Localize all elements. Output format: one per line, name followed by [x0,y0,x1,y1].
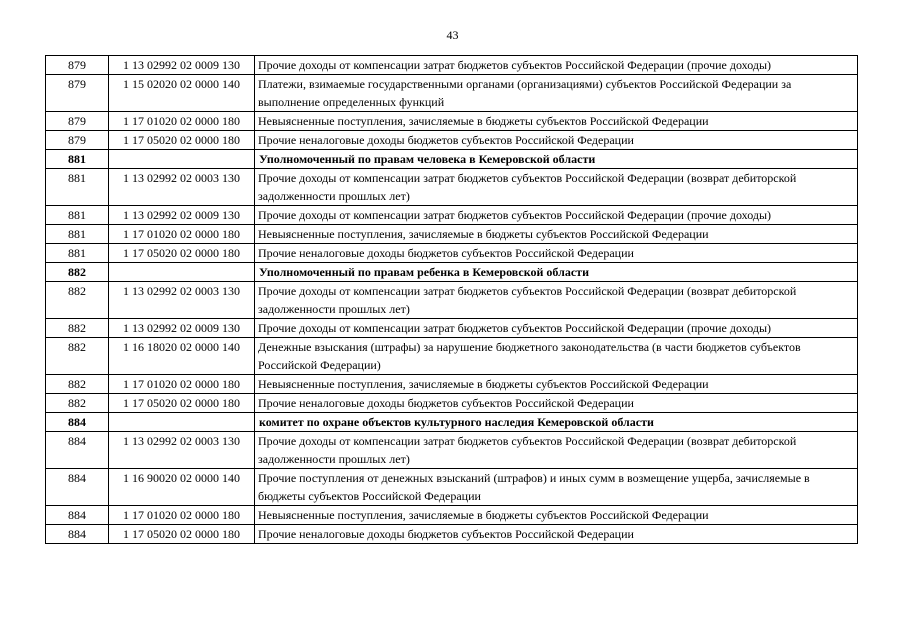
budget-classification-code-cell: 1 13 02992 02 0003 130 [109,282,255,319]
table-row [46,375,858,394]
budget-classification-code-cell: 1 17 05020 02 0000 180 [109,525,255,544]
table-row [46,469,858,506]
table-body [46,56,858,544]
table-row [46,169,858,206]
revenue-description-cell: Прочие доходы от компенсации затрат бюджетов субъектов Российской Федерации (возврат дебиторской задолженности прошлых лет) [255,432,858,469]
table-row [46,112,858,131]
budget-classification-code-cell [109,263,255,282]
admin-code-cell: 881 [46,206,109,225]
admin-code-cell: 882 [46,338,109,375]
budget-classification-code-cell: 1 17 01020 02 0000 180 [109,375,255,394]
table-row [46,282,858,319]
admin-code-cell: 881 [46,169,109,206]
budget-classification-code-cell [109,150,255,169]
budget-classification-code-cell: 1 16 90020 02 0000 140 [109,469,255,506]
admin-code-cell: 884 [46,432,109,469]
revenue-description-cell: Невыясненные поступления, зачисляемые в бюджеты субъектов Российской Федерации [255,506,858,525]
revenue-description-cell: Прочие неналоговые доходы бюджетов субъектов Российской Федерации [255,244,858,263]
budget-classification-code-cell: 1 13 02992 02 0003 130 [109,432,255,469]
admin-code-cell: 881 [46,244,109,263]
budget-classification-code-cell: 1 13 02992 02 0009 130 [109,56,255,75]
revenue-description-cell: Прочие неналоговые доходы бюджетов субъектов Российской Федерации [255,131,858,150]
table-row [46,506,858,525]
revenue-description-cell: Невыясненные поступления, зачисляемые в бюджеты субъектов Российской Федерации [255,225,858,244]
table-row [46,131,858,150]
budget-classification-code-cell: 1 17 05020 02 0000 180 [109,131,255,150]
budget-classification-code-cell: 1 13 02992 02 0003 130 [109,169,255,206]
section-heading-row [46,263,858,282]
budget-classification-code-cell: 1 17 01020 02 0000 180 [109,506,255,525]
revenue-description-cell: Прочие доходы от компенсации затрат бюджетов субъектов Российской Федерации (возврат дебиторской задолженности прошлых лет) [255,169,858,206]
admin-code-cell: 881 [46,225,109,244]
revenue-description-cell: Уполномоченный по правам человека в Кемеровской области [255,150,858,169]
budget-classification-code-cell: 1 17 05020 02 0000 180 [109,394,255,413]
revenue-description-cell: Денежные взыскания (штрафы) за нарушение бюджетного законодательства (в части бюджетов субъектов Российской Федерации) [255,338,858,375]
admin-code-cell: 882 [46,263,109,282]
admin-code-cell: 882 [46,319,109,338]
admin-code-cell: 879 [46,131,109,150]
page-number: 43 [446,28,459,42]
admin-code-cell: 879 [46,112,109,131]
revenue-description-cell: Прочие неналоговые доходы бюджетов субъектов Российской Федерации [255,394,858,413]
table-row [46,525,858,544]
budget-classification-code-cell: 1 16 18020 02 0000 140 [109,338,255,375]
revenue-description-cell: Прочие доходы от компенсации затрат бюджетов субъектов Российской Федерации (прочие доходы) [255,206,858,225]
table-row [46,56,858,75]
admin-code-cell: 884 [46,525,109,544]
admin-code-cell: 882 [46,394,109,413]
budget-classification-code-cell: 1 13 02992 02 0009 130 [109,206,255,225]
admin-code-cell: 884 [46,469,109,506]
admin-code-cell: 882 [46,375,109,394]
table-row [46,338,858,375]
budget-classification-code-cell: 1 17 05020 02 0000 180 [109,244,255,263]
budget-classification-code-cell: 1 13 02992 02 0009 130 [109,319,255,338]
admin-code-cell: 884 [46,413,109,432]
revenue-description-cell: Прочие доходы от компенсации затрат бюджетов субъектов Российской Федерации (прочие доходы) [255,319,858,338]
revenue-description-cell: Прочие неналоговые доходы бюджетов субъектов Российской Федерации [255,525,858,544]
budget-revenue-table [45,55,858,544]
budget-classification-code-cell: 1 17 01020 02 0000 180 [109,112,255,131]
revenue-description-cell: Прочие поступления от денежных взысканий (штрафов) и иных сумм в возмещение ущерба, зачисляемые в бюджеты субъектов Российской Федерации [255,469,858,506]
admin-code-cell: 884 [46,506,109,525]
revenue-description-cell: Прочие доходы от компенсации затрат бюджетов субъектов Российской Федерации (прочие доходы) [255,56,858,75]
table-row [46,394,858,413]
table-row [46,225,858,244]
table-row [46,244,858,263]
revenue-description-cell: Прочие доходы от компенсации затрат бюджетов субъектов Российской Федерации (возврат дебиторской задолженности прошлых лет) [255,282,858,319]
budget-classification-code-cell [109,413,255,432]
admin-code-cell: 882 [46,282,109,319]
section-heading-row [46,150,858,169]
budget-classification-code-cell: 1 17 01020 02 0000 180 [109,225,255,244]
admin-code-cell: 881 [46,150,109,169]
admin-code-cell: 879 [46,75,109,112]
table-row [46,319,858,338]
table-row [46,432,858,469]
budget-classification-code-cell: 1 15 02020 02 0000 140 [109,75,255,112]
revenue-description-cell: Уполномоченный по правам ребенка в Кемеровской области [255,263,858,282]
revenue-description-cell: комитет по охране объектов культурного наследия Кемеровской области [255,413,858,432]
section-heading-row [46,413,858,432]
revenue-description-cell: Невыясненные поступления, зачисляемые в бюджеты субъектов Российской Федерации [255,112,858,131]
revenue-description-cell: Невыясненные поступления, зачисляемые в бюджеты субъектов Российской Федерации [255,375,858,394]
table-row [46,206,858,225]
revenue-description-cell: Платежи, взимаемые государственными органами (организациями) субъектов Российской Федерации за выполнение определенных функций [255,75,858,112]
table-row [46,75,858,112]
admin-code-cell: 879 [46,56,109,75]
